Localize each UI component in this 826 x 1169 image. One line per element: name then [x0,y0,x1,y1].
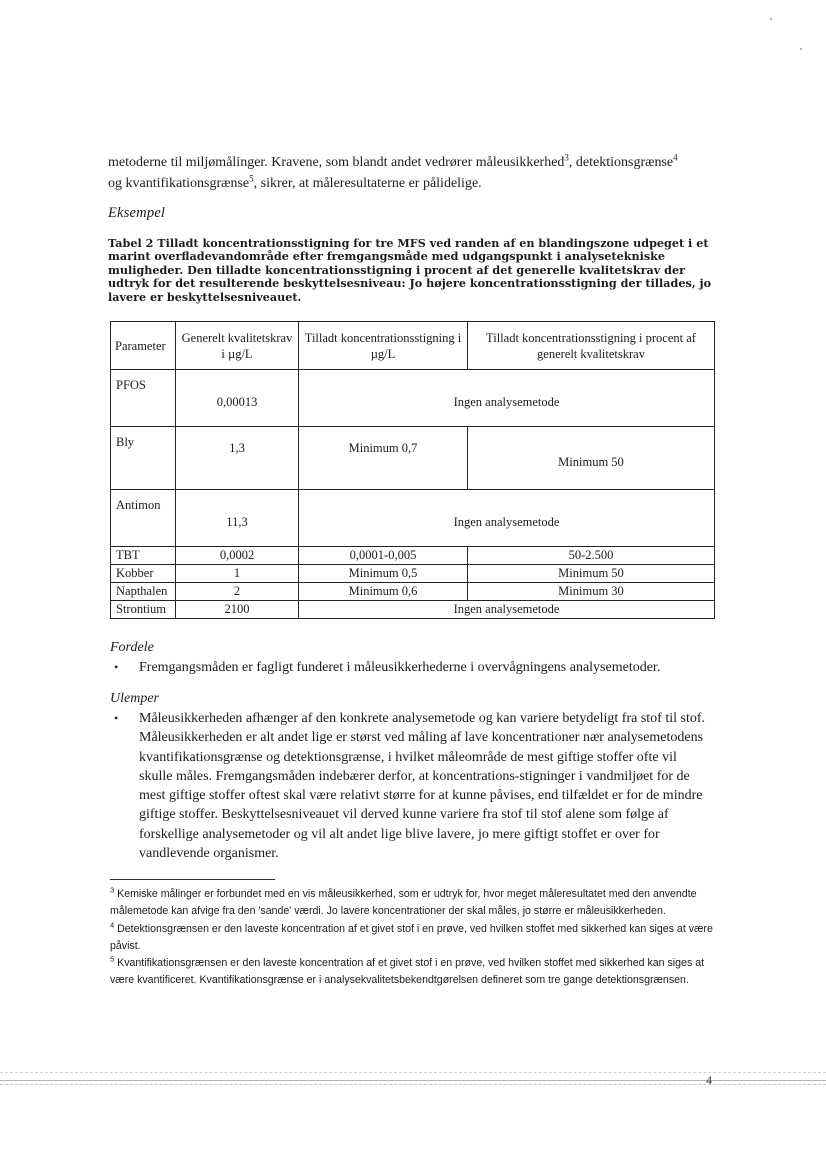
table-header-row [111,322,715,370]
page-number: 4 [706,1073,712,1087]
cell-krav: 2 [176,583,299,601]
footnotes [110,886,718,990]
footer-rule [0,1084,826,1085]
cell-krav: 0,0002 [176,547,299,565]
footer-rule [0,1080,826,1081]
header-parameter: Parameter [111,322,176,370]
cell-parameter: Kobber [111,565,176,583]
bullet-icon: • [114,660,119,674]
cell-stigning: 0,0001-0,005 [299,547,468,565]
intro-text: og kvantifikationsgrænse [108,176,250,191]
cell-procent: Minimum 50 [468,427,715,490]
table-caption: Tabel 2 Tilladt koncentrationsstigning for tre MFS ved randen af en blandingszone udpeget i et marint overfladevandområde efter fremgangsmåde med udgangspunkt i analysetekniske muligheder. Den tilladte koncentrationsstigning i procent af det generelle kvalitetskrav der udtryk for det resulterende beskyttelsesniveau: Jo højere koncentrationsstigning der tillades, jo lavere er beskyttelsesniveauet. [108,236,712,304]
cell-krav: 0,00013 [176,370,299,427]
cell-krav: 1,3 [176,427,299,490]
list-item-text: Fremgangsmåden er fagligt funderet i måleusikkerhederne i overvågningens analysemetoder. [139,660,661,675]
ulemper-heading: Ulemper [110,691,159,706]
cell-parameter: PFOS [111,370,176,427]
footnote-text: Detektionsgrænsen er den laveste koncentration af et givet stof i en prøve, ved hvilken stoffet med sikkerhed kan siges at være påvist. [110,922,713,952]
list-item [110,658,710,677]
footnote-3 [110,886,718,921]
footer-rule [0,1072,826,1073]
cell-merged-note: Ingen analysemetode [299,370,715,427]
table-row [111,370,715,427]
bullet-icon: • [114,711,119,725]
cell-stigning: Minimum 0,7 [299,427,468,490]
footnote-ref-3: 3 [564,152,569,163]
header-tilladt-stigning: Tilladt koncentrationsstigning i µg/L [299,322,468,370]
footnote-separator [110,879,275,880]
header-tilladt-procent: Tilladt koncentrationsstigning i procent af generelt kvalitetskrav [468,322,715,370]
table-row [111,427,715,490]
cell-krav: 11,3 [176,490,299,547]
cell-stigning: Minimum 0,6 [299,583,468,601]
header-generelt-krav: Generelt kvalitetskrav i µg/L [176,322,299,370]
intro-text: , detektionsgrænse [568,155,674,170]
table-row [111,547,715,565]
cell-procent: Minimum 30 [468,583,715,601]
footnote-number: 5 [110,954,115,964]
footnote-number: 3 [110,885,115,895]
list-item-text: Måleusikkerheden afhænger af den konkrete analysemetode og kan variere betydeligt fra stof til stof. Måleusikkerheden er alt andet lige er størst ved måling af lave koncentrationer nær analysemetodens kvantifikationsgrænse og detektionsgrænse, i hvilket måleområde de mest giftige stoffer ofte vil skulle måles. Fremgangsmåden indebærer derfor, at koncentrations-stigninger i vandmiljøet for de mest giftige stoffer oftest skal være relativt større for at kunne påvises, end tilfældet er for de mindre giftige stoffer. Beskyttelsesniveauet vil derved kunne variere fra stof til stof alene som følge af forskellige analysemetoder og vil alt andet lige blive lavere, jo mere giftigt stoffet er over for vandlevende organismer. [139,711,706,862]
cell-parameter: Bly [111,427,176,490]
fordele-heading: Fordele [110,640,154,655]
table-row [111,565,715,583]
scan-speck [800,48,802,50]
table-row [111,490,715,547]
footnote-5 [110,955,718,990]
table-row [111,601,715,619]
footnote-text: Kvantifikationsgrænsen er den laveste koncentration af et givet stof i en prøve, ved hvilken stoffet med sikkerhed kan siges at være kvantificeret. Kvantifikationsgrænse er i analysekvalitetsbekendtgørelsen defineret som tre gange detektionsgrænsen. [110,957,705,987]
intro-paragraph [108,152,728,194]
intro-text: metoderne til miljømålinger. Kravene, som blandt andet vedrører måleusikkerhed [108,155,565,170]
footnote-4 [110,921,718,956]
cell-merged-note: Ingen analysemetode [299,490,715,547]
cell-krav: 2100 [176,601,299,619]
cell-parameter: Strontium [111,601,176,619]
cell-procent: Minimum 50 [468,565,715,583]
example-heading: Eksempel [108,205,166,221]
cell-parameter: Antimon [111,490,176,547]
concentration-table [110,321,715,619]
cell-merged-note: Ingen analysemetode [299,601,715,619]
list-item [110,709,710,863]
fordele-list [110,658,710,677]
footnote-ref-5: 5 [249,173,254,184]
cell-stigning: Minimum 0,5 [299,565,468,583]
cell-krav: 1 [176,565,299,583]
footnote-number: 4 [110,920,115,930]
intro-text: , sikrer, at måleresultaterne er pålidelige. [253,176,482,191]
table-row [111,583,715,601]
footnote-ref-4: 4 [673,152,678,163]
scan-speck [770,18,772,20]
cell-procent: 50-2.500 [468,547,715,565]
ulemper-list [110,709,710,863]
cell-parameter: Napthalen [111,583,176,601]
cell-parameter: TBT [111,547,176,565]
footnote-text: Kemiske målinger er forbundet med en vis måleusikkerhed, som er udtryk for, hvor meget måleresultatet med den anvendte målemetode kan afvige fra den 'sande' værdi. Jo lavere koncentrationer der skal måles, jo større er måleusikkerheden. [110,888,697,918]
